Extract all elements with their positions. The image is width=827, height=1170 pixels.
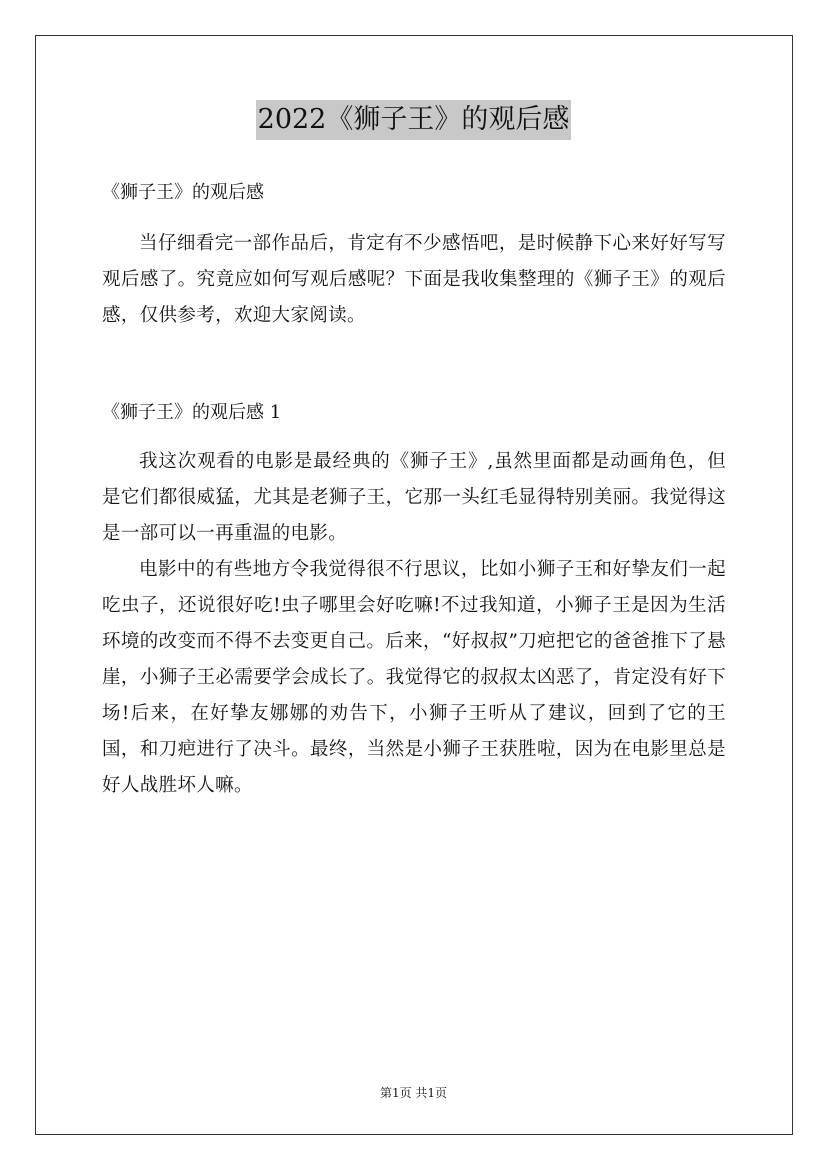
subtitle: 《狮子王》的观后感 bbox=[102, 182, 264, 203]
body-paragraph: 电影中的有些地方令我觉得很不行思议，比如小狮子王和好挚友们一起吃虫子，还说很好吃!虫子哪里会好吃嘛!不过我知道，小狮子王是因为生活环境的改变而不得不去变更自己。后来，“好叔叔”刀疤把它的爸爸推下了悬崖，小狮子王必需要学会成长了。我觉得它的叔叔太凶恶了，肯定没有好下场!后来，在好挚友娜娜的劝告下，小狮子王听从了建议，回到了它的王国，和刀疤进行了决斗。最终，当然是小狮子王获胜啦，因为在电影里总是好人战胜坏人嘛。 bbox=[102, 559, 726, 796]
section-heading: 《狮子王》的观后感 1 bbox=[102, 402, 282, 423]
document-body bbox=[102, 174, 726, 804]
document-title bbox=[0, 100, 827, 140]
intro-paragraph: 当仔细看完一部作品后，肯定有不少感悟吧，是时候静下心来好好写写观后感了。究竟应如何写观后感呢？下面是我收集整理的《狮子王》的观后感，仅供参考，欢迎大家阅读。 bbox=[102, 233, 726, 326]
body-paragraph: 我这次观看的电影是最经典的《狮子王》,虽然里面都是动画角色，但是它们都很威猛，尤其是老狮子王，它那一头红毛显得特别美丽。我觉得这是一部可以一再重温的电影。 bbox=[102, 451, 726, 544]
page-number: 第1页 共1页 bbox=[379, 1086, 448, 1100]
document-title-text: 2022《狮子王》的观后感 bbox=[256, 100, 572, 140]
